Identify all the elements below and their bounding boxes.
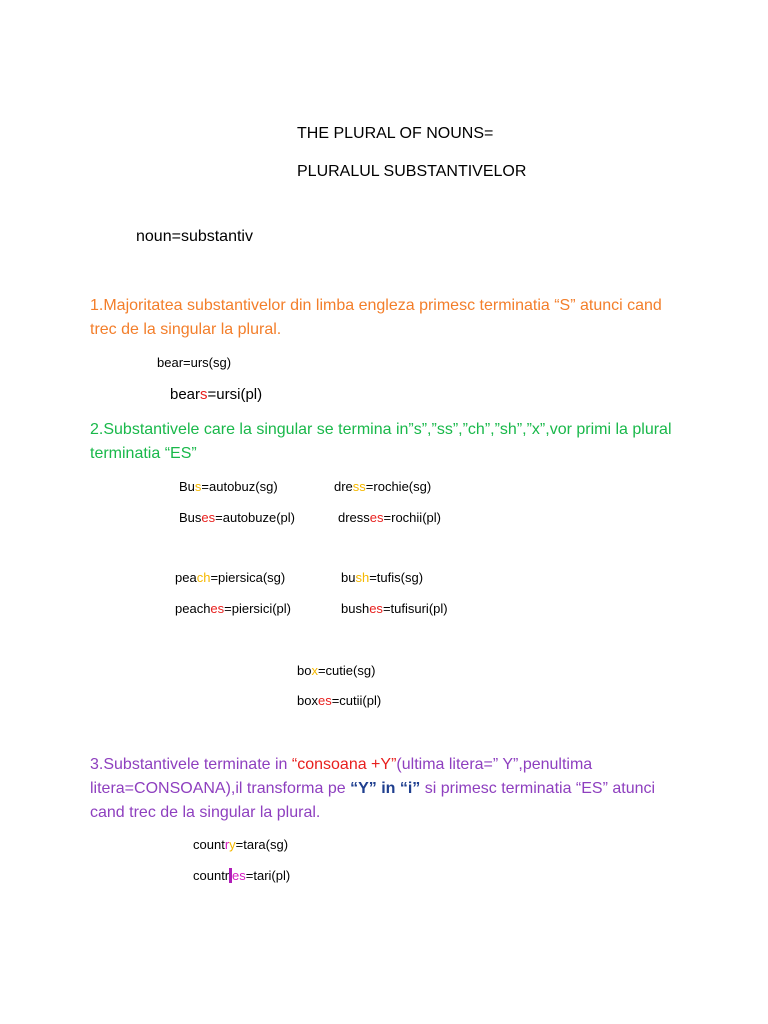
rule-2-example: Bus=autobuz(sg): [179, 479, 278, 494]
title-line-2: PLURALUL SUBSTANTIVELOR: [297, 163, 527, 180]
rule-2-example: bushes=tufisuri(pl): [341, 601, 448, 616]
rule-1-example-plural: bears=ursi(pl): [170, 386, 263, 403]
rule-3-text: 3.Substantivele terminate in “consoana +Y”(ultima litera=” Y”,penultima litera=CONSOANA),il transforma pe “Y” in “i” si primesc terminatia “ES” atunci cand trec de la singular la plural.: [90, 756, 656, 821]
rule-3-example-plural: countries=tari(pl): [193, 868, 291, 883]
rule-2-example: dress=rochie(sg): [334, 479, 432, 494]
rule-2-text: 2.Substantivele care la singular se termina in”s”,”ss”,”ch”,”sh”,”x”,vor primi la plural terminatia “ES”: [90, 421, 672, 462]
intro-definition: noun=substantiv: [136, 228, 253, 245]
rule-2-example: peach=piersica(sg): [175, 570, 286, 585]
rule-1-example-singular: bear=urs(sg): [157, 355, 232, 370]
rule-1-text: 1.Majoritatea substantivelor din limba engleza primesc terminatia “S” atunci cand trec de la singular la plural.: [90, 297, 662, 338]
rule-3-example-singular: country=tara(sg): [193, 837, 289, 852]
rule-2-example: bush=tufis(sg): [341, 570, 424, 585]
rule-2-example: box=cutie(sg): [297, 663, 376, 678]
rule-2-example: Buses=autobuze(pl): [179, 510, 296, 525]
rule-2-example: peaches=piersici(pl): [175, 601, 291, 616]
title-line-1: THE PLURAL OF NOUNS=: [297, 125, 494, 142]
rule-2-example: boxes=cutii(pl): [297, 693, 382, 708]
rule-2-example: dresses=rochii(pl): [338, 510, 441, 525]
